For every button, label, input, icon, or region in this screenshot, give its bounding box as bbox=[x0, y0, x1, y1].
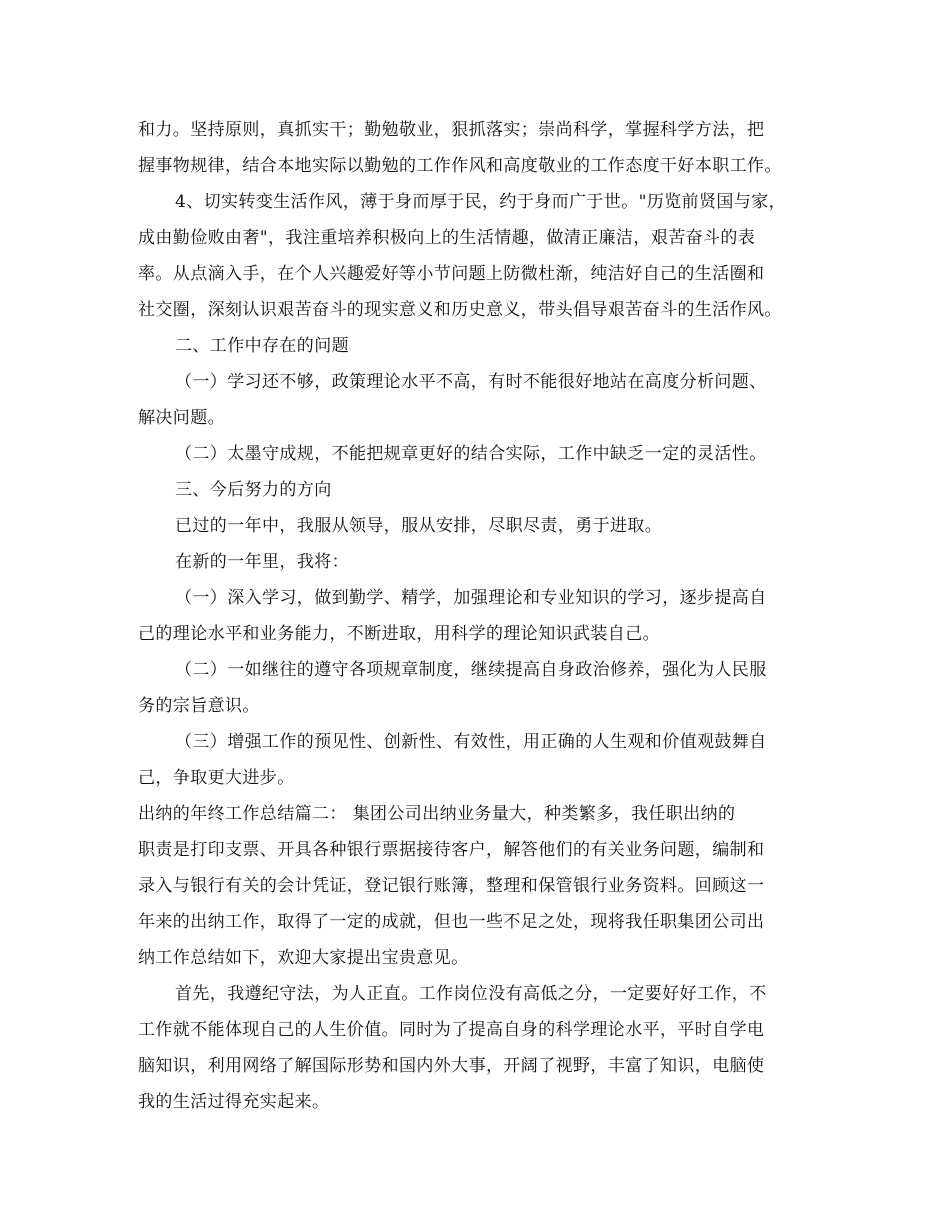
text-line: 我的生活过得充实起来。 bbox=[138, 1092, 330, 1112]
text-line: 己，争取更大进步。 bbox=[138, 768, 295, 788]
text-line: 率。从点滴入手，在个人兴趣爱好等小节问题上防微杜渐，纯洁好自己的生活圈和 bbox=[138, 264, 765, 284]
article-title-line: 出纳的年终工作总结篇二： 集团公司出纳业务量大，种类繁多，我任职出纳的 bbox=[138, 804, 736, 824]
section-heading: 三、今后努力的方向 bbox=[175, 480, 332, 500]
text-line: 在新的一年里，我将： bbox=[175, 552, 349, 572]
text-line: 录入与银行有关的会计凭证，登记银行账簿，整理和保管银行业务资料。回顾这一 bbox=[138, 876, 765, 896]
text-line: 社交圈，深刻认识艰苦奋斗的现实意义和历史意义，带头倡导艰苦奋斗的生活作风。 bbox=[138, 300, 782, 320]
text-line: 纳工作总结如下，欢迎大家提出宝贵意见。 bbox=[138, 948, 469, 968]
text-line: 己的理论水平和业务能力，不断进取，用科学的理论知识武装自己。 bbox=[138, 624, 660, 644]
text-line: （一）学习还不够，政策理论水平不高，有时不能很好地站在高度分析问题、 bbox=[175, 372, 767, 392]
text-line: 成由勤俭败由奢"，我注重培养积极向上的生活情趣，做清正廉洁，艰苦奋斗的表 bbox=[138, 228, 756, 248]
text-line: 首先，我遵纪守法，为人正直。工作岗位没有高低之分，一定要好好工作，不 bbox=[175, 984, 767, 1004]
text-line: 和力。坚持原则，真抓实干；勤勉敬业，狠抓落实；崇尚科学，掌握科学方法，把 bbox=[138, 120, 765, 140]
section-heading: 二、工作中存在的问题 bbox=[175, 336, 349, 356]
text-line: 脑知识，利用网络了解国际形势和国内外大事，开阔了视野，丰富了知识，电脑使 bbox=[138, 1056, 765, 1076]
text-line: （一）深入学习，做到勤学、精学，加强理论和专业知识的学习，逐步提高自 bbox=[175, 588, 767, 608]
text-line: （二）太墨守成规，不能把规章更好的结合实际，工作中缺乏一定的灵活性。 bbox=[175, 444, 767, 464]
text-line: 年来的出纳工作，取得了一定的成就，但也一些不足之处，现将我任职集团公司出 bbox=[138, 912, 765, 932]
text-line: 已过的一年中，我服从领导，服从安排，尽职尽责，勇于进取。 bbox=[175, 516, 663, 536]
text-line: 4、切实转变生活作风，薄于身而厚于民，约于身而广于世。"历览前贤国与家， bbox=[175, 192, 787, 212]
text-line: 务的宗旨意识。 bbox=[138, 696, 260, 716]
text-line: 职责是打印支票、开具各种银行票据接待客户，解答他们的有关业务问题，编制和 bbox=[138, 840, 765, 860]
text-line: （二）一如继往的遵守各项规章制度，继续提高自身政治修养，强化为人民服 bbox=[175, 660, 767, 680]
text-line: （三）增强工作的预见性、创新性、有效性，用正确的人生观和价值观鼓舞自 bbox=[175, 732, 767, 752]
text-line: 工作就不能体现自己的人生价值。同时为了提高自身的科学理论水平，平时自学电 bbox=[138, 1020, 765, 1040]
text-line: 解决问题。 bbox=[138, 408, 225, 428]
text-line: 握事物规律，结合本地实际以勤勉的工作作风和高度敬业的工作态度干好本职工作。 bbox=[138, 156, 782, 176]
